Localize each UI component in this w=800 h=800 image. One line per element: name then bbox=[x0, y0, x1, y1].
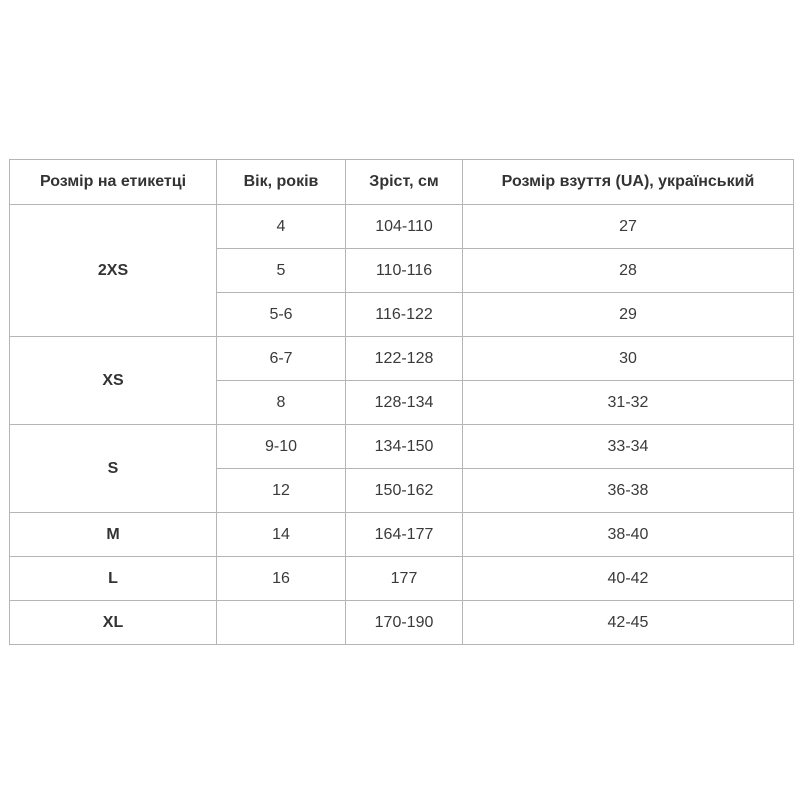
height-cell: 116-122 bbox=[346, 293, 463, 337]
size-label-cell: 2XS bbox=[10, 205, 217, 337]
table-row bbox=[10, 425, 794, 469]
header-height: Зріст, см bbox=[346, 160, 463, 205]
height-cell: 122-128 bbox=[346, 337, 463, 381]
height-cell: 128-134 bbox=[346, 381, 463, 425]
size-label-cell: L bbox=[10, 557, 217, 601]
age-cell: 5 bbox=[217, 249, 346, 293]
header-label-size: Розмір на етикетці bbox=[10, 160, 217, 205]
table-row bbox=[10, 557, 794, 601]
age-cell: 8 bbox=[217, 381, 346, 425]
header-age: Вік, років bbox=[217, 160, 346, 205]
age-cell: 16 bbox=[217, 557, 346, 601]
shoe-cell: 38-40 bbox=[463, 513, 794, 557]
table-row bbox=[10, 601, 794, 645]
table-row bbox=[10, 513, 794, 557]
table-header-row bbox=[10, 160, 794, 205]
age-cell: 5-6 bbox=[217, 293, 346, 337]
shoe-cell: 33-34 bbox=[463, 425, 794, 469]
age-cell: 4 bbox=[217, 205, 346, 249]
height-cell: 170-190 bbox=[346, 601, 463, 645]
shoe-cell: 27 bbox=[463, 205, 794, 249]
height-cell: 110-116 bbox=[346, 249, 463, 293]
size-label-cell: XL bbox=[10, 601, 217, 645]
height-cell: 104-110 bbox=[346, 205, 463, 249]
size-label-cell: M bbox=[10, 513, 217, 557]
header-shoe-size: Розмір взуття (UA), український bbox=[463, 160, 794, 205]
height-cell: 177 bbox=[346, 557, 463, 601]
size-label-cell: XS bbox=[10, 337, 217, 425]
shoe-cell: 36-38 bbox=[463, 469, 794, 513]
age-cell: 9-10 bbox=[217, 425, 346, 469]
size-chart-table bbox=[9, 159, 794, 645]
table-row bbox=[10, 205, 794, 249]
height-cell: 150-162 bbox=[346, 469, 463, 513]
shoe-cell: 30 bbox=[463, 337, 794, 381]
shoe-cell: 29 bbox=[463, 293, 794, 337]
height-cell: 134-150 bbox=[346, 425, 463, 469]
shoe-cell: 40-42 bbox=[463, 557, 794, 601]
shoe-cell: 28 bbox=[463, 249, 794, 293]
table-row bbox=[10, 337, 794, 381]
age-cell bbox=[217, 601, 346, 645]
size-label-cell: S bbox=[10, 425, 217, 513]
shoe-cell: 31-32 bbox=[463, 381, 794, 425]
shoe-cell: 42-45 bbox=[463, 601, 794, 645]
age-cell: 6-7 bbox=[217, 337, 346, 381]
height-cell: 164-177 bbox=[346, 513, 463, 557]
age-cell: 12 bbox=[217, 469, 346, 513]
age-cell: 14 bbox=[217, 513, 346, 557]
